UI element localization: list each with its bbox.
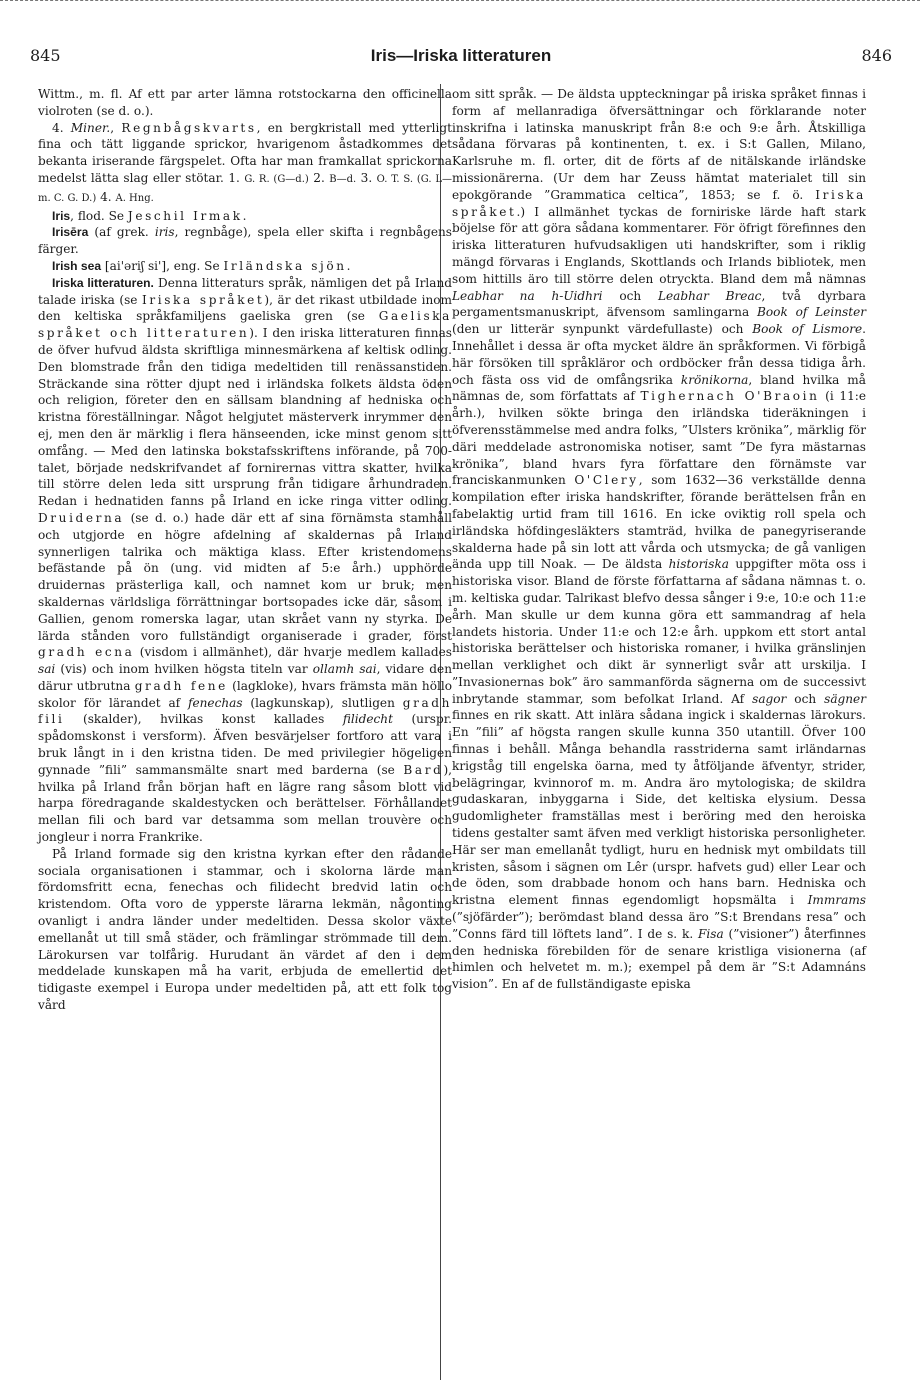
italic-text: historiska bbox=[668, 557, 729, 572]
text: . bbox=[346, 258, 351, 273]
text: (visdom i allmänhet), där hvarje medlem kallades bbox=[134, 645, 452, 660]
text: (i 11:e årh.), hvilken sökte bringa den irländska tideräkningen i öfverensstämmelse med andra folks, ”Ulsters krönika”, märklig för däri meddelade astronomiska notiser, samt ”De fyra mästarnas krönika”, bland hvars fyra författare den förnämste var franciskanmunken bbox=[452, 389, 867, 488]
italic-text: Leabhar Breac bbox=[657, 288, 762, 303]
spaced-term: gradh fili bbox=[38, 695, 452, 727]
italic-text: fenechas bbox=[187, 695, 243, 710]
italic-text: sai bbox=[38, 662, 56, 677]
text: (af grek. bbox=[88, 225, 155, 240]
text: (lagkunskap), slutligen bbox=[242, 695, 403, 710]
cross-reference: Irländska sjön bbox=[223, 258, 347, 273]
author-signature: O. T. S. (G. L—m. C. G. D.) bbox=[38, 173, 452, 204]
text: Denna litteraturs språk, nämligen det på Irland talade iriska (se bbox=[38, 275, 453, 307]
cross-reference: Druiderna bbox=[38, 510, 125, 525]
text: , vidare den därur utbrutna bbox=[38, 662, 452, 693]
italic-text: ollamh sai bbox=[312, 662, 377, 677]
text: (”visioner”) återfinnes den hedniska förebilden för de senare kristliga visionerna (af himlen och helvetet m. m.); exempel på dem är ”S:t Adamnáns vision”. En af de fullständigaste episka bbox=[452, 926, 866, 992]
right-column bbox=[452, 86, 866, 993]
paragraph bbox=[38, 846, 452, 1014]
page-number-right: 846 bbox=[861, 46, 892, 65]
headword: Irish sea bbox=[52, 258, 102, 273]
author-signature: G. R. (G—d.) bbox=[244, 173, 309, 185]
text: . bbox=[242, 208, 247, 223]
text: ), är det rikast utbildade inom den keltiska språkfamiljens gaeliska gren (se bbox=[38, 292, 452, 324]
spaced-term: gradh fene bbox=[134, 678, 228, 693]
entry-iris-continued bbox=[38, 86, 452, 120]
italic-text: Book of Leinster bbox=[757, 305, 867, 320]
entry-iris-river bbox=[38, 208, 452, 225]
text: (lagkloke), hvars främsta män höllo skolor för lärandet af bbox=[38, 678, 452, 710]
text: 3. bbox=[356, 170, 377, 185]
text: ), hvilka på Irland från början haft en lägre rang såsom blott vid harpa föredragande skaldestycken och berättelser. Förhållandet mellan fili och bard var detsamma som mellan trouvère och jongleur i norra Frankrike. bbox=[38, 762, 452, 845]
entry-iris-mineral bbox=[38, 120, 452, 208]
text: 4. bbox=[96, 189, 116, 204]
entry-irish-sea bbox=[38, 258, 452, 275]
headword: Iris bbox=[52, 208, 71, 223]
italic-text: Fisa bbox=[698, 926, 724, 941]
italic-text: sägner bbox=[824, 691, 866, 706]
text: , flod. Se bbox=[70, 208, 128, 223]
text: (vis) och inom hvilken högsta titeln var bbox=[55, 662, 313, 677]
headword: Irisēra bbox=[52, 225, 89, 240]
page-number-left: 845 bbox=[30, 46, 61, 65]
text: (urspr. spådomskonst i versform). Äfven besvärjelser fortforo att vara i bruk långt in i den kristna tiden. De med privilegier högeligen gynnade ”fili” sammansmälte snart med barderna (se bbox=[38, 712, 452, 777]
italic-text: krönikorna bbox=[680, 372, 749, 387]
text: finnes en rik skatt. Att inlära sådana ingick i skaldernas lärokurs. En ”fili” af högsta rangen skulle kunna 350 utantill. Öfver 100 finnas i behåll. Många behandla rasstriderna samt irländarnas krigståg till engelska öarna, med ty åtföljande äfventyr, strider, belägringar, kvinnorof m. m. Andra äro mytologiska; de skildra gudaskaran, inbyggarna i Side, det keltiska elysium. Dessa gudomligheter framställas mest i beröring med den heroiska tidens gestalter samt äfven med verkligt historiska personligheter. Här ser man emellanåt tydligt, huru en hednisk myt ombildats till kristen, såsom i sägnen om Lêr (urspr. hafvets gud) eller Lear och de öden, som drabbade honom och hans barn. Hedniska och kristna element finnas egendomligt hopsmälta i bbox=[452, 708, 866, 908]
text: ). I den iriska litteraturen finnas de öfver hufvud äldsta skriftliga minnesmärkena af keltisk odling. Den blomstrade från den tidiga medeltiden till renässanstiden. Sträckande sina rötter djupt ned i irländska folkets äldsta öden och religion, företer den en sällsam blandning af hedniska och kristna föreställningar. Något helgjutet mästerverk inrymmer den ej, men den är märklig i flera hänseenden, icke minst genom sitt omfång. — Med den latinska bokstafsskriftens införande, på 700-talet, började nedskrifvandet af fornirernas vittra skatter, hvilka till större delen leda sitt ursprung från tidigare århundraden. Redan i hednatiden fanns på Irland en icke ringa vitter odling. bbox=[38, 326, 452, 509]
text: 4. bbox=[52, 120, 71, 135]
spaced-term: gradh ecna bbox=[38, 645, 135, 660]
paragraph bbox=[452, 86, 866, 993]
text: , två dyrbara pergamentsmanuskript, äfvensom samlingarna bbox=[452, 288, 867, 320]
italic-text: iris bbox=[154, 225, 175, 240]
running-title: Iris—Iriska litteraturen bbox=[370, 46, 552, 65]
author-signature: B—d. bbox=[329, 173, 357, 185]
spaced-term: Regnbågskvarts bbox=[121, 120, 257, 135]
text: (skalder), hvilkas konst kallades bbox=[64, 712, 343, 727]
italic-text: Leabhar na h-Uidhri bbox=[452, 288, 603, 303]
italic-text: Miner. bbox=[70, 120, 111, 135]
italic-text: filidecht bbox=[342, 712, 393, 727]
italic-text: Immrams bbox=[807, 893, 866, 908]
text: , bbox=[110, 120, 122, 135]
entry-iriska-litteraturen bbox=[38, 275, 452, 846]
italic-text: Book of Lismore bbox=[752, 322, 863, 337]
text: (den ur litterär synpunkt värdefullaste) och bbox=[452, 322, 753, 337]
left-column bbox=[38, 86, 452, 1014]
text: 2. bbox=[308, 170, 330, 185]
cross-reference: Gaeliska språket och litteraturen bbox=[38, 309, 452, 341]
text: och bbox=[602, 288, 658, 303]
text: (”sjöfärder”); berömdast bland dessa äro ”S:t Brendans resa” och ”Conns färd till löftets land”. I de s. k. bbox=[452, 910, 866, 941]
cross-reference: Iriska språket bbox=[142, 292, 265, 307]
text: , regnbåge), spela eller skifta i regnbågens färger. bbox=[38, 225, 452, 257]
text: uppgifter möta oss i historiska visor. Bland de förste författarna af sådana nämnas t. o. m. keltiska gudar. Talrikast blefvo dessa sånger i 9:e, 10:e och 11:e årh. Man skulle ur dem kunna göra ett sammandrag af hela landets historia. Under 11:e och 12:e årh. uppkom ett stort antal historiska berättelser och historiska romaner, i hvilka gränslinjen mellan verklighet och dikt är synnerligt svår att urskilja. I ”Invasionernas bok” äro sammanförda sägnerna om de successivt inbrytande stammar, som befolkat Irland. Af bbox=[452, 557, 867, 706]
page-header bbox=[30, 46, 892, 70]
text: (se d. o.) hade där ett af sina förnämsta stamhåll och utgjorde en högre afdelning af skaldernas på Irland synnerligen talrika och mäktiga klass. Efter kristendomens befästande på ön (ung. vid midten af 5:e årh.) upphörde druidernas prästerliga kall, och namnet kom ur bruk; men skaldernas världsliga förrättningar bortsopades icke där, såsom i Gallien, genom romerska lagar, utan skrået vann ny styrka. De lärda stånden voro fullständigt organiserade i grader, först bbox=[38, 510, 452, 643]
spaced-term: Tighernach O'Braoin bbox=[640, 389, 820, 404]
text: , bland hvilka må nämnas de, som författats af bbox=[452, 372, 866, 404]
text: , som 1632—36 verkställde denna kompilation efter iriska handskrifter, förande berättelsen från en fabelaktig urtid fram till 1616. En icke oviktig roll spela och irländska höfdingesläkters stamträd, hvilka de panegyriserande skalderna hade på sin lott att vårda och utsmycka; de gå vanligen ända upp till Noak. — De äldsta bbox=[452, 473, 866, 572]
text: . Innehållet i dessa är ofta mycket äldre än språkformen. Vi förbigå här försöken till språkläror och ordböcker från dessa tidiga årh. och fästa oss vid de omfångsrika bbox=[452, 322, 867, 387]
spaced-term: O'Clery bbox=[574, 473, 639, 488]
author-signature: A. Hng. bbox=[115, 192, 154, 204]
top-rule bbox=[0, 0, 920, 3]
cross-reference: Jeschil Irmak bbox=[127, 208, 243, 223]
italic-text: sagor bbox=[752, 691, 787, 706]
text: På Irland formade sig den kristna kyrkan efter den rådande sociala organisationen i stammar, och i skolorna lärde man fördomsfritt ecna, fenechas och filidecht bredvid latin och kristendom. Ofta voro de ypperste lärarna lekmän, någonting ovanligt i andra länder under medeltiden. Dessa skolor växte emellanåt ut till små städer, och främlingar strömmade till dem. Lärokursen var tolfårig. Hurudant än värdet af den i dem meddelade kunskapen må ha varit, erbjuda de emellertid det tidigaste exempel i Europa under medeltiden på, att ett folk tog vård bbox=[38, 846, 452, 1013]
text: om sitt språk. — De äldsta uppteckningar på iriska språket finnas i form af mellanradiga öfversättningar och förklarande noter inskrifna i latinska manuskript från 8:e och 9:e årh. Åtskilliga sådana förvaras på kontinenten, t. ex. i S:t Gallen, Milano, Karlsruhe m. fl. orter, dit de förts af de nitälskande irländske missionärerna. (Ur dem har Zeuss hämtat materialet till sin epokgörande ”Grammatica celtica”, 1853; se f. ö. bbox=[452, 87, 866, 202]
cross-reference: Iriska språket bbox=[452, 187, 866, 219]
text: .) I allmänhet tyckas de forniriske lärde haft stark böjelse för att göra sådana kommentarer. För öfrigt förefinnes den iriska litteraturen hufvudsakligen uti handskrifter, som i riklig mängd förvaras i Englands, Skottlands och Irlands bibliotek, men som hittills äro till större delen otryckta. Bland dem må nämnas bbox=[452, 204, 866, 286]
headword: Iriska litteraturen. bbox=[52, 275, 154, 290]
text: och bbox=[786, 691, 825, 706]
entry-irisera bbox=[38, 224, 452, 258]
text: [ai'əriʃ si'], eng. Se bbox=[101, 258, 224, 273]
text: , en bergkristall med ytterligt fina och tätt liggande sprickor, hvarigenom åstadkommes det bekanta iriserande färgspelet. Ofta har man framkallat sprickorna medelst lätta slag eller stötar. 1. bbox=[38, 120, 452, 185]
cross-reference: Bard bbox=[403, 762, 444, 777]
text: Wittm., m. fl. Af ett par arter lämna rotstockarna den officinella violroten (se d. o.). bbox=[38, 87, 452, 118]
